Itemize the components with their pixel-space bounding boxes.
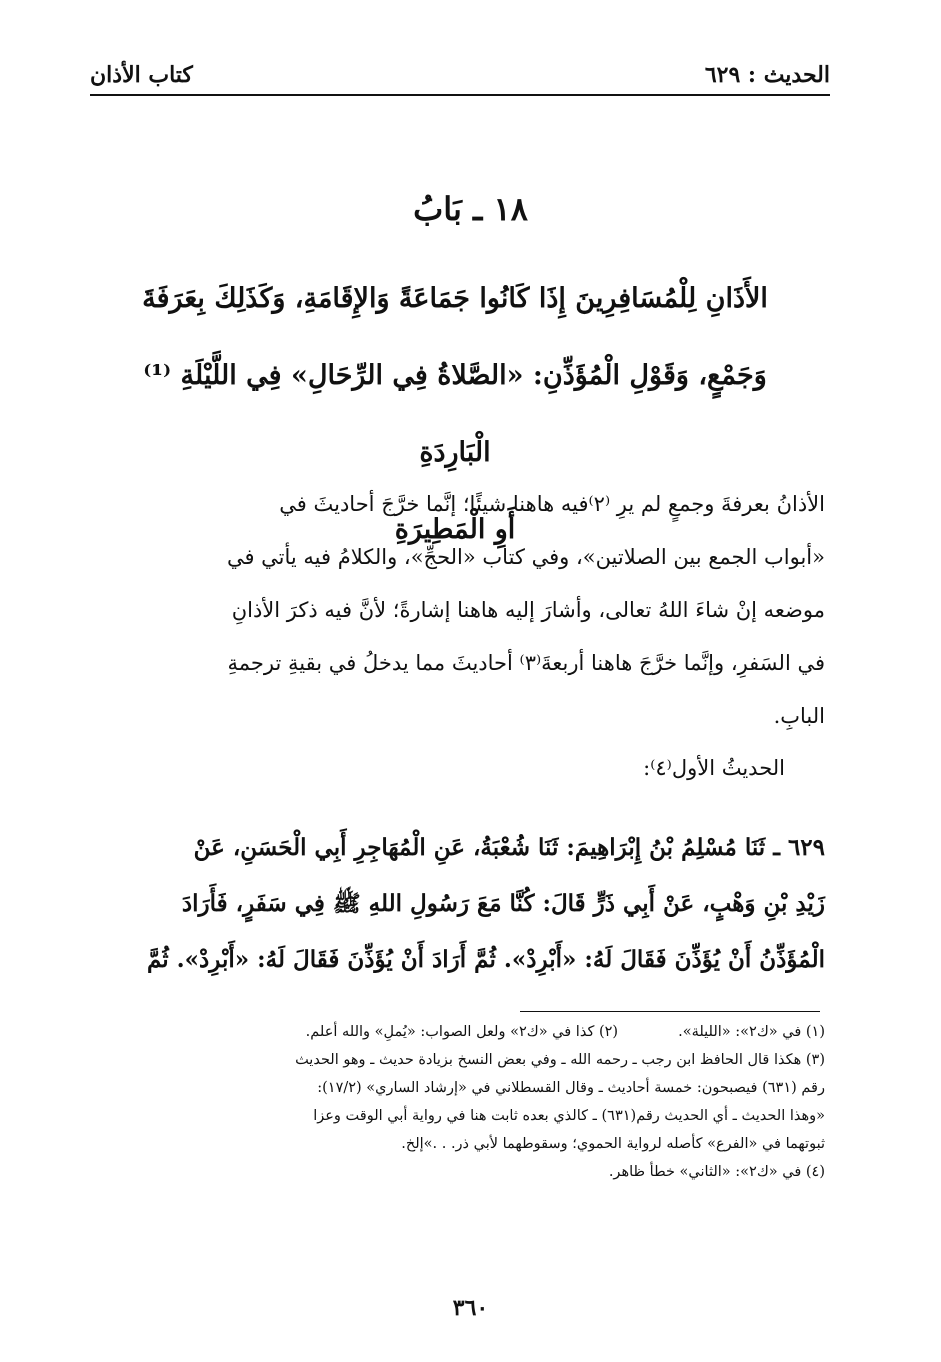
commentary-line: في السَفرِ، وإنَّما خرَّجَ هاهنا أربعةَ⁽٣⁾ أحاديثَ مما يدخلُ في بقيةِ ترجمةِ (227, 651, 825, 675)
footnote-row (95, 1018, 825, 1046)
footnote-rule (520, 1011, 820, 1012)
hadith-label: الحديثُ الأول⁽٤⁾: (643, 756, 785, 780)
commentary-line: موضعه إنْ شاءَ اللهُ تعالى، وأشارَ إليه هاهنا إشارةً؛ لأنَّ فيه ذكرَ الأذانِ (231, 598, 825, 622)
header-rule (90, 94, 830, 96)
hadith-line: الْمُؤَذِّنُ أَنْ يُؤَذِّنَ فَقَالَ لَهُ: «أَبْرِدْ». ثُمَّ أَرَادَ أَنْ يُؤَذِّنَ فَقَالَ لَهُ: «أَبْرِدْ». ثُمَّ (146, 946, 825, 973)
commentary-line: البابِ. (773, 704, 825, 728)
footnote-3-line: (٣) هكذا قال الحافظ ابن رجب ـ رحمه الله ـ وفي بعض النسخ بزيادة حديث ـ وهو الحديث (295, 1052, 825, 1068)
footnote-3-line: رقم (٦٣١) فيصبحون: خمسة أحاديث ـ وقال القسطلاني في «إرشاد الساري» (١٧/٢): (317, 1080, 825, 1096)
footnote-3-line: ثبوتهما في «الفرع» كأصله لرواية الحموي؛ وسقوطهما لأبي ذر. . .»إلخ. (401, 1136, 825, 1152)
commentary-line: «أبواب الجمع بين الصلاتين»، وفي كتاب «الحجِّ»، والكلامُ فيه يأتي في (226, 545, 825, 569)
footnote-4: (٤) في «ك٢»: «الثاني» خطأ ظاهر. (608, 1164, 825, 1180)
footnote-2: (٢) كذا في «ك٢» ولعل الصواب: «يُملِ» والله أعلم. (305, 1024, 619, 1040)
footnote-3-line: «وهذا الحديث ـ أي الحديث رقم(٦٣١) ـ كالذي بعده ثابت هنا في رواية أبي الوقت وعزا (313, 1108, 825, 1124)
chapter-title-line: أَوِ الْمَطِيرَةِ (394, 514, 516, 545)
footnote-1: (١) في «ك٢»: «الليلة». (678, 1024, 825, 1040)
footnotes (95, 1018, 825, 1186)
running-head-book-title: كتاب الأذان (90, 62, 193, 88)
hadith-line: زَيْدِ بْنِ وَهْبٍ، عَنْ أَبِي ذَرٍّ قَالَ: كُنَّا مَعَ رَسُولِ اللهِ ﷺ فِي سَفَرٍ، فَأَرَادَ (181, 890, 825, 917)
commentary-line: الأذانُ بعرفةَ وجمعٍ لم يرِ ⁽٢⁾فيه هاهنا شيئًا؛ إنَّما خرَّجَ أحاديثَ في (279, 492, 825, 516)
chapter-title-line: وَجَمْعٍ، وَقَوْلِ الْمُؤَذِّنِ: «الصَّلاةُ فِي الرِّحَالِ» فِي اللَّيْلَةِ ⁽¹⁾ الْبَارِدَةِ (143, 360, 767, 468)
hadith-text (95, 820, 825, 988)
chapter-number: ١٨ ـ بَابُ (413, 190, 528, 228)
hadith-line: ٦٢٩ ـ ثَنَا مُسْلِمُ بْنُ إِبْرَاهِيمَ: ثَنَا شُعْبَةُ، عَنِ الْمُهَاجِرِ أَبِي الْحَسَنِ، عَنْ (193, 834, 825, 861)
page-number: ٣٦٠ (452, 1295, 489, 1321)
commentary-paragraph (95, 478, 825, 743)
running-head (90, 58, 830, 94)
chapter-title-line: الأَذَانِ لِلْمُسَافِرِينَ إِذَا كَانُوا جَمَاعَةً وَالإِقَامَةِ، وَكَذَلِكَ بِعَرَفَةَ (142, 283, 768, 314)
running-head-hadith-number: الحديث : ٦٢٩ (704, 62, 830, 88)
